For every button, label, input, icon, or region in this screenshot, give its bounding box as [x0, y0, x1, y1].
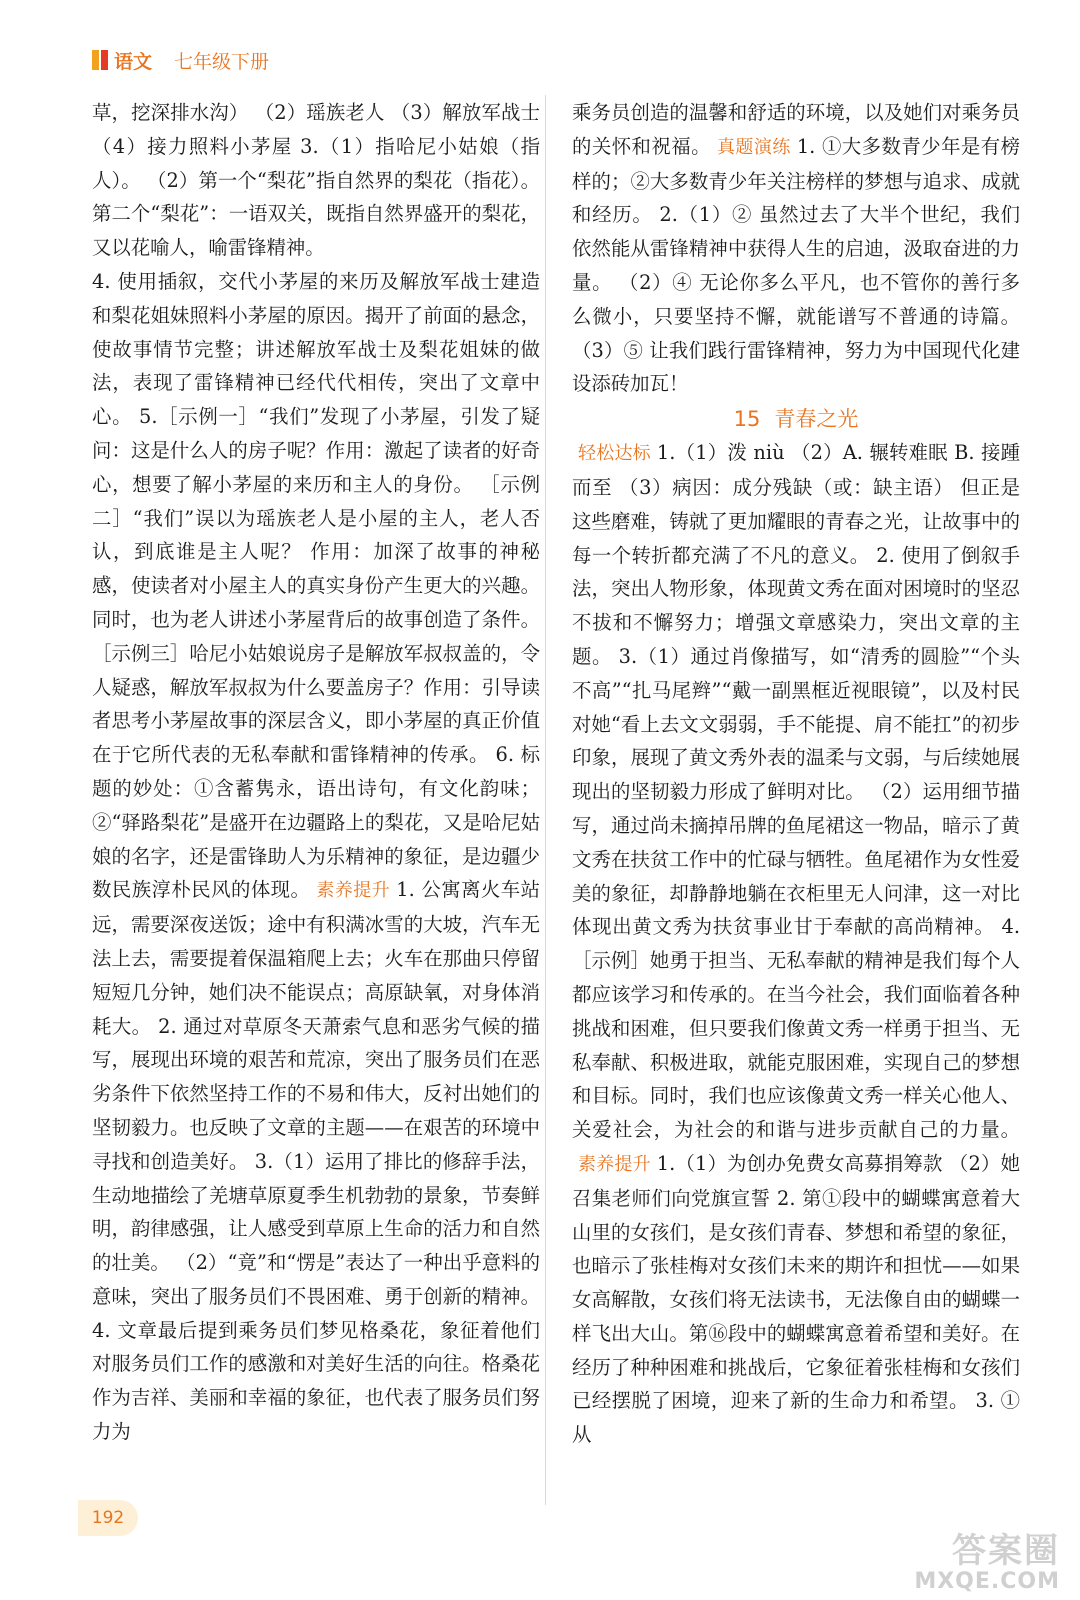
watermark-url: MXQE.COM [914, 1569, 1060, 1594]
answer-text: 4. 使用插叙，交代小茅屋的来历及解放军战士建造和梨花姐妹照料小茅屋的原因。揭开了前面的悬念，使故事情节完整；讲述解放军战士及梨花姐妹的做法，表现了雷锋精神已经代代相传，突出了文章中心。 5.［示例一］“我们”发现了小茅屋，引发了疑问：这是什么人的房子呢？作用：激起了读者的好奇心，想要了解小茅屋的来历和主人的身份。 ［示例二］“我们”误以为瑶族老人是小屋的主人，老人否认，到底谁是主人呢？ 作用：加深了故事的神秘感，使读者对小屋主人的真实身份产生更大的兴趣。同时，也为老人讲述小茅屋背后的故事创造了条件。 ［示例三］哈尼小姑娘说房子是解放军叔叔盖的，令人疑惑，解放军叔叔为什么要盖房子？作用：引导读者思考小茅屋故事的深层含义，即小茅屋的真正价值在于它所代表的无私奉献和雷锋精神的传承。 6. 标题的妙处：①含蓄隽永，语出诗句，有文化韵味；②“驿路梨花”是盛开在边疆路上的梨花，又是哈尼姑娘的名字，还是雷锋助人为乐精神的象征，是边疆少数民族淳朴民风的体现。 [92, 269, 540, 902]
answer-text: 1. ①大多数青少年是有榜样的；②大多数青少年关注榜样的梦想与追求、成就和经历。 2.（1）② 虽然过去了大半个世纪，我们依然能从雷锋精神中获得人生的启迪，汲取奋进的力量。 （2）④ 无论你多么平凡，也不管你的善行多么微小，只要坚持不懈，就能谱写不普通的诗篇。 （3）⑤ 让我们践行雷锋精神，努力为中国现代化建设添砖加瓦！ [572, 134, 1021, 396]
section-tag: 轻松达标 [578, 443, 651, 465]
subject-label: 语文 [114, 50, 153, 73]
lesson-name: 青春之光 [774, 407, 859, 432]
lesson-title [572, 402, 1020, 436]
right-column [572, 96, 1020, 1452]
header-bar-icon [92, 50, 99, 70]
answer-text: 乘务员创造的温馨和舒适的环境，以及她们对乘务员的关怀和祝福。 [572, 101, 1020, 158]
answer-paragraph: 草，挖深排水沟） （2）瑶族老人 （3）解放军战士 （4）接力照料小茅屋 3.（1）指哈尼小姑娘（指人）。 （2）第一个“梨花”指自然界的梨花（指花）。第二个“梨花”：一语双关，既指自然界盛开的梨花，又以花喻人，喻雷锋精神。 [92, 101, 540, 260]
left-column [92, 96, 540, 1449]
section-tag: 素养提升 [316, 880, 391, 902]
header-bar-icon [101, 50, 108, 70]
watermark-text: 答案圈 [952, 1531, 1060, 1571]
page-number: 192 [78, 1500, 138, 1536]
watermark [914, 1532, 1060, 1594]
page-header [92, 40, 269, 80]
answer-text: 1. 公寓离火车站远，需要深夜送饭；途中有积满冰雪的大坡，汽车无法上去，需要提着保温箱爬上去；火车在那曲只停留短短几分钟，她们决不能误点；高原缺氧，对身体消耗大。 2. 通过对草原冬天萧索气息和恶劣气候的描写，展现出环境的艰苦和荒凉，突出了服务员们在恶劣条件下依然坚持工作的不易和伟大，反衬出她们的坚韧毅力。也反映了文章的主题——在艰苦的环境中寻找和创造美好。 3.（1）运用了排比的修辞手法，生动地描绘了羌塘草原夏季生机勃勃的景象，节奏鲜明，韵律感强，让人感受到草原上生命的活力和自然的壮美。 （2）“竟”和“愣是”表达了一种出乎意料的意味，突出了服务员们不畏困难、勇于创新的精神。 4. 文章最后提到乘务员们梦见格桑花，象征着他们对服务员们工作的感激和对美好生活的向往。格桑花作为吉祥、美丽和幸福的象征，也代表了服务员们努力为 [92, 878, 541, 1444]
column-divider [545, 95, 546, 1505]
lesson-number: 15 [733, 407, 761, 432]
answer-paragraph [572, 436, 1020, 1452]
section-tag: 素养提升 [578, 1153, 651, 1175]
answer-text: 1.（1）为创办免费女高募捐筹款 （2）她召集老师们向党旗宣誓 2. 第①段中的蝴蝶寓意着大山里的女孩们，是女孩们青春、梦想和希望的象征，也暗示了张桂梅对女孩们未来的期许和担忧——如果女高解散，女孩们将无法读书，无法像自由的蝴蝶一样飞出大山。第⑯段中的蝴蝶寓意着希望和美好。在经历了种种困难和挑战后，它象征着张桂梅和女孩们已经摆脱了困境，迎来了新的生命力和希望。 3. ①从 [572, 1151, 1021, 1447]
answer-text: 1.（1）泼 niù （2）A. 辗转难眠 B. 接踵而至 （3）病因：成分残缺（或：缺主语） 但正是这些磨难，铸就了更加耀眼的青春之光，让故事中的每一个转折都充满了不凡的意义。 2. 使用了倒叙手法，突出人物形象，体现黄文秀在面对困境时的坚忍不拔和不懈努力；增强文章感染力，突出文章的主题。 3.（1）通过肖像描写，如“清秀的圆脸”“个头不高”“扎马尾辫”“戴一副黑框近视眼镜”，以及村民对她“看上去文文弱弱，手不能提、肩不能扛”的初步印象，展现了黄文秀外表的温柔与文弱，与后续她展现出的坚韧毅力形成了鲜明对比。 （2）运用细节描写，通过尚未摘掉吊牌的鱼尾裙这一物品，暗示了黄文秀在扶贫工作中的忙碌与牺牲。鱼尾裙作为女性爱美的象征，却静静地躺在衣柜里无人问津，这一对比体现出黄文秀为扶贫事业甘于奉献的高尚精神。 4.［示例］她勇于担当、无私奉献的精神是我们每个人都应该学习和传承的。在当今社会，我们面临着各种挑战和困难，但只要我们像黄文秀一样勇于担当、无私奉献、积极进取，就能克服困难，实现自己的梦想和目标。同时，我们也应该像黄文秀一样关心他人、关爱社会，为社会的和谐与进步贡献自己的力量。 [572, 441, 1020, 1142]
answer-paragraph [92, 265, 540, 1449]
section-tag: 真题演练 [716, 136, 791, 158]
answer-paragraph [572, 96, 1020, 401]
grade-label: 七年级下册 [174, 50, 270, 73]
